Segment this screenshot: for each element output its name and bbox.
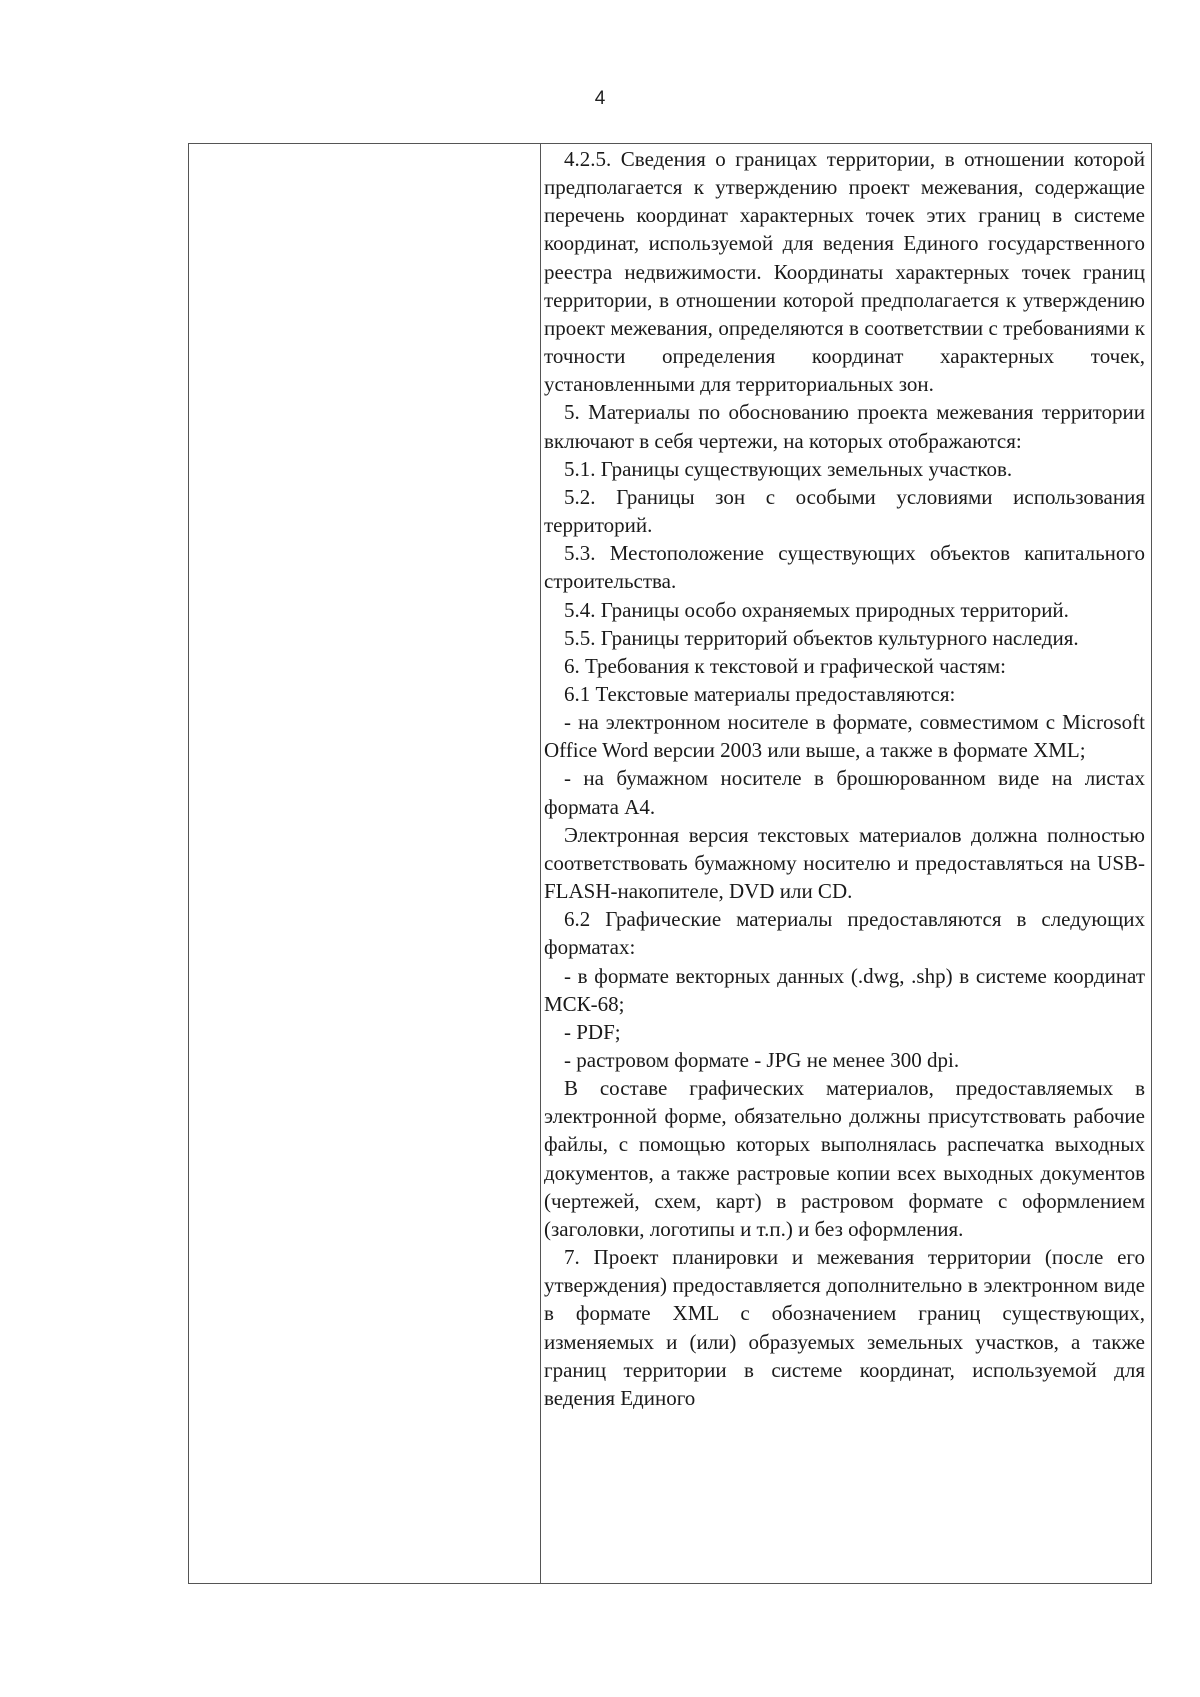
list-item-raster-format: - растровом формате - JPG не менее 300 dpi. bbox=[564, 1048, 960, 1072]
list-item-electronic-format: - на электронном носителе в формате, совместимом с Microsoft Office Word версии 2003 или выше, а также в формате XML; bbox=[544, 710, 1145, 763]
paragraph-6-1: 6.1 Текстовые материалы предоставляются: bbox=[564, 681, 956, 706]
paragraph-5-3: 5.3. Местоположение существующих объектов капитального строительства. bbox=[544, 541, 1145, 594]
paragraph-6-2: 6.2 Графические материалы предоставляются в следующих форматах: bbox=[544, 907, 1145, 960]
paragraph-graphic-materials: В составе графических материалов, предоставляемых в электронной форме, обязательно должны присутствовать рабочие файлы, с помощью которых выполнялась распечатка выходных документов, а также растровые копии всех выходных документов (чертежей, схем, карт) в растровом формате с оформлением (заголовки, логотипы и т.п.) и без оформления. bbox=[544, 1076, 1145, 1241]
table-left-cell bbox=[189, 144, 541, 1583]
paragraph-5-1: 5.1. Границы существующих земельных участков. bbox=[564, 456, 1013, 481]
list-item-paper-format: - на бумажном носителе в брошюрованном виде на листах формата А4. bbox=[544, 766, 1145, 819]
list-item-vector-format: - в формате векторных данных (.dwg, .shp) в системе координат МСК-68; bbox=[544, 963, 1145, 1016]
page-number: 4 bbox=[594, 88, 606, 109]
list-item-pdf: - PDF; bbox=[564, 1019, 621, 1044]
paragraph-electronic-version: Электронная версия текстовых материалов должна полностью соответствовать бумажному носителю и предоставляться на USB-FLASH-накопителе, DVD или CD. bbox=[544, 822, 1145, 904]
paragraph-5-5: 5.5. Границы территорий объектов культурного наследия. bbox=[564, 625, 1079, 650]
paragraph-5-2: 5.2. Границы зон с особыми условиями использования территорий. bbox=[544, 484, 1145, 538]
paragraph-4-2-5: 4.2.5. Сведения о границах территории, в отношении которой предполагается к утверждению проект межевания, содержащие перечень координат характерных точек этих границ в системе координат, используемой для ведения Единого государственного реестра недвижимости. Координаты характерных точек границ территории, в отношении которой предполагается к утверждению проект межевания, определяются в соответствии с требованиями к точности определения координат характерных точек, установленными для территориальных зон. bbox=[544, 147, 1145, 397]
table-right-cell bbox=[541, 144, 1151, 1583]
document-table bbox=[188, 143, 1152, 1584]
paragraph-5: 5. Материалы по обоснованию проекта межевания территории включают в себя чертежи, на которых отображаются: bbox=[544, 400, 1145, 453]
paragraph-7: 7. Проект планировки и межевания территории (после его утверждения) предоставляется дополнительно в электронном виде в формате XML с обозначением границ существующих, изменяемых и (или) образуемых земельных участков, а также границ территории в системе координат, используемой для ведения Единого bbox=[544, 1245, 1145, 1410]
paragraph-5-4: 5.4. Границы особо охраняемых природных территорий. bbox=[564, 597, 1069, 622]
paragraph-6: 6. Требования к текстовой и графической частям: bbox=[564, 653, 1006, 678]
